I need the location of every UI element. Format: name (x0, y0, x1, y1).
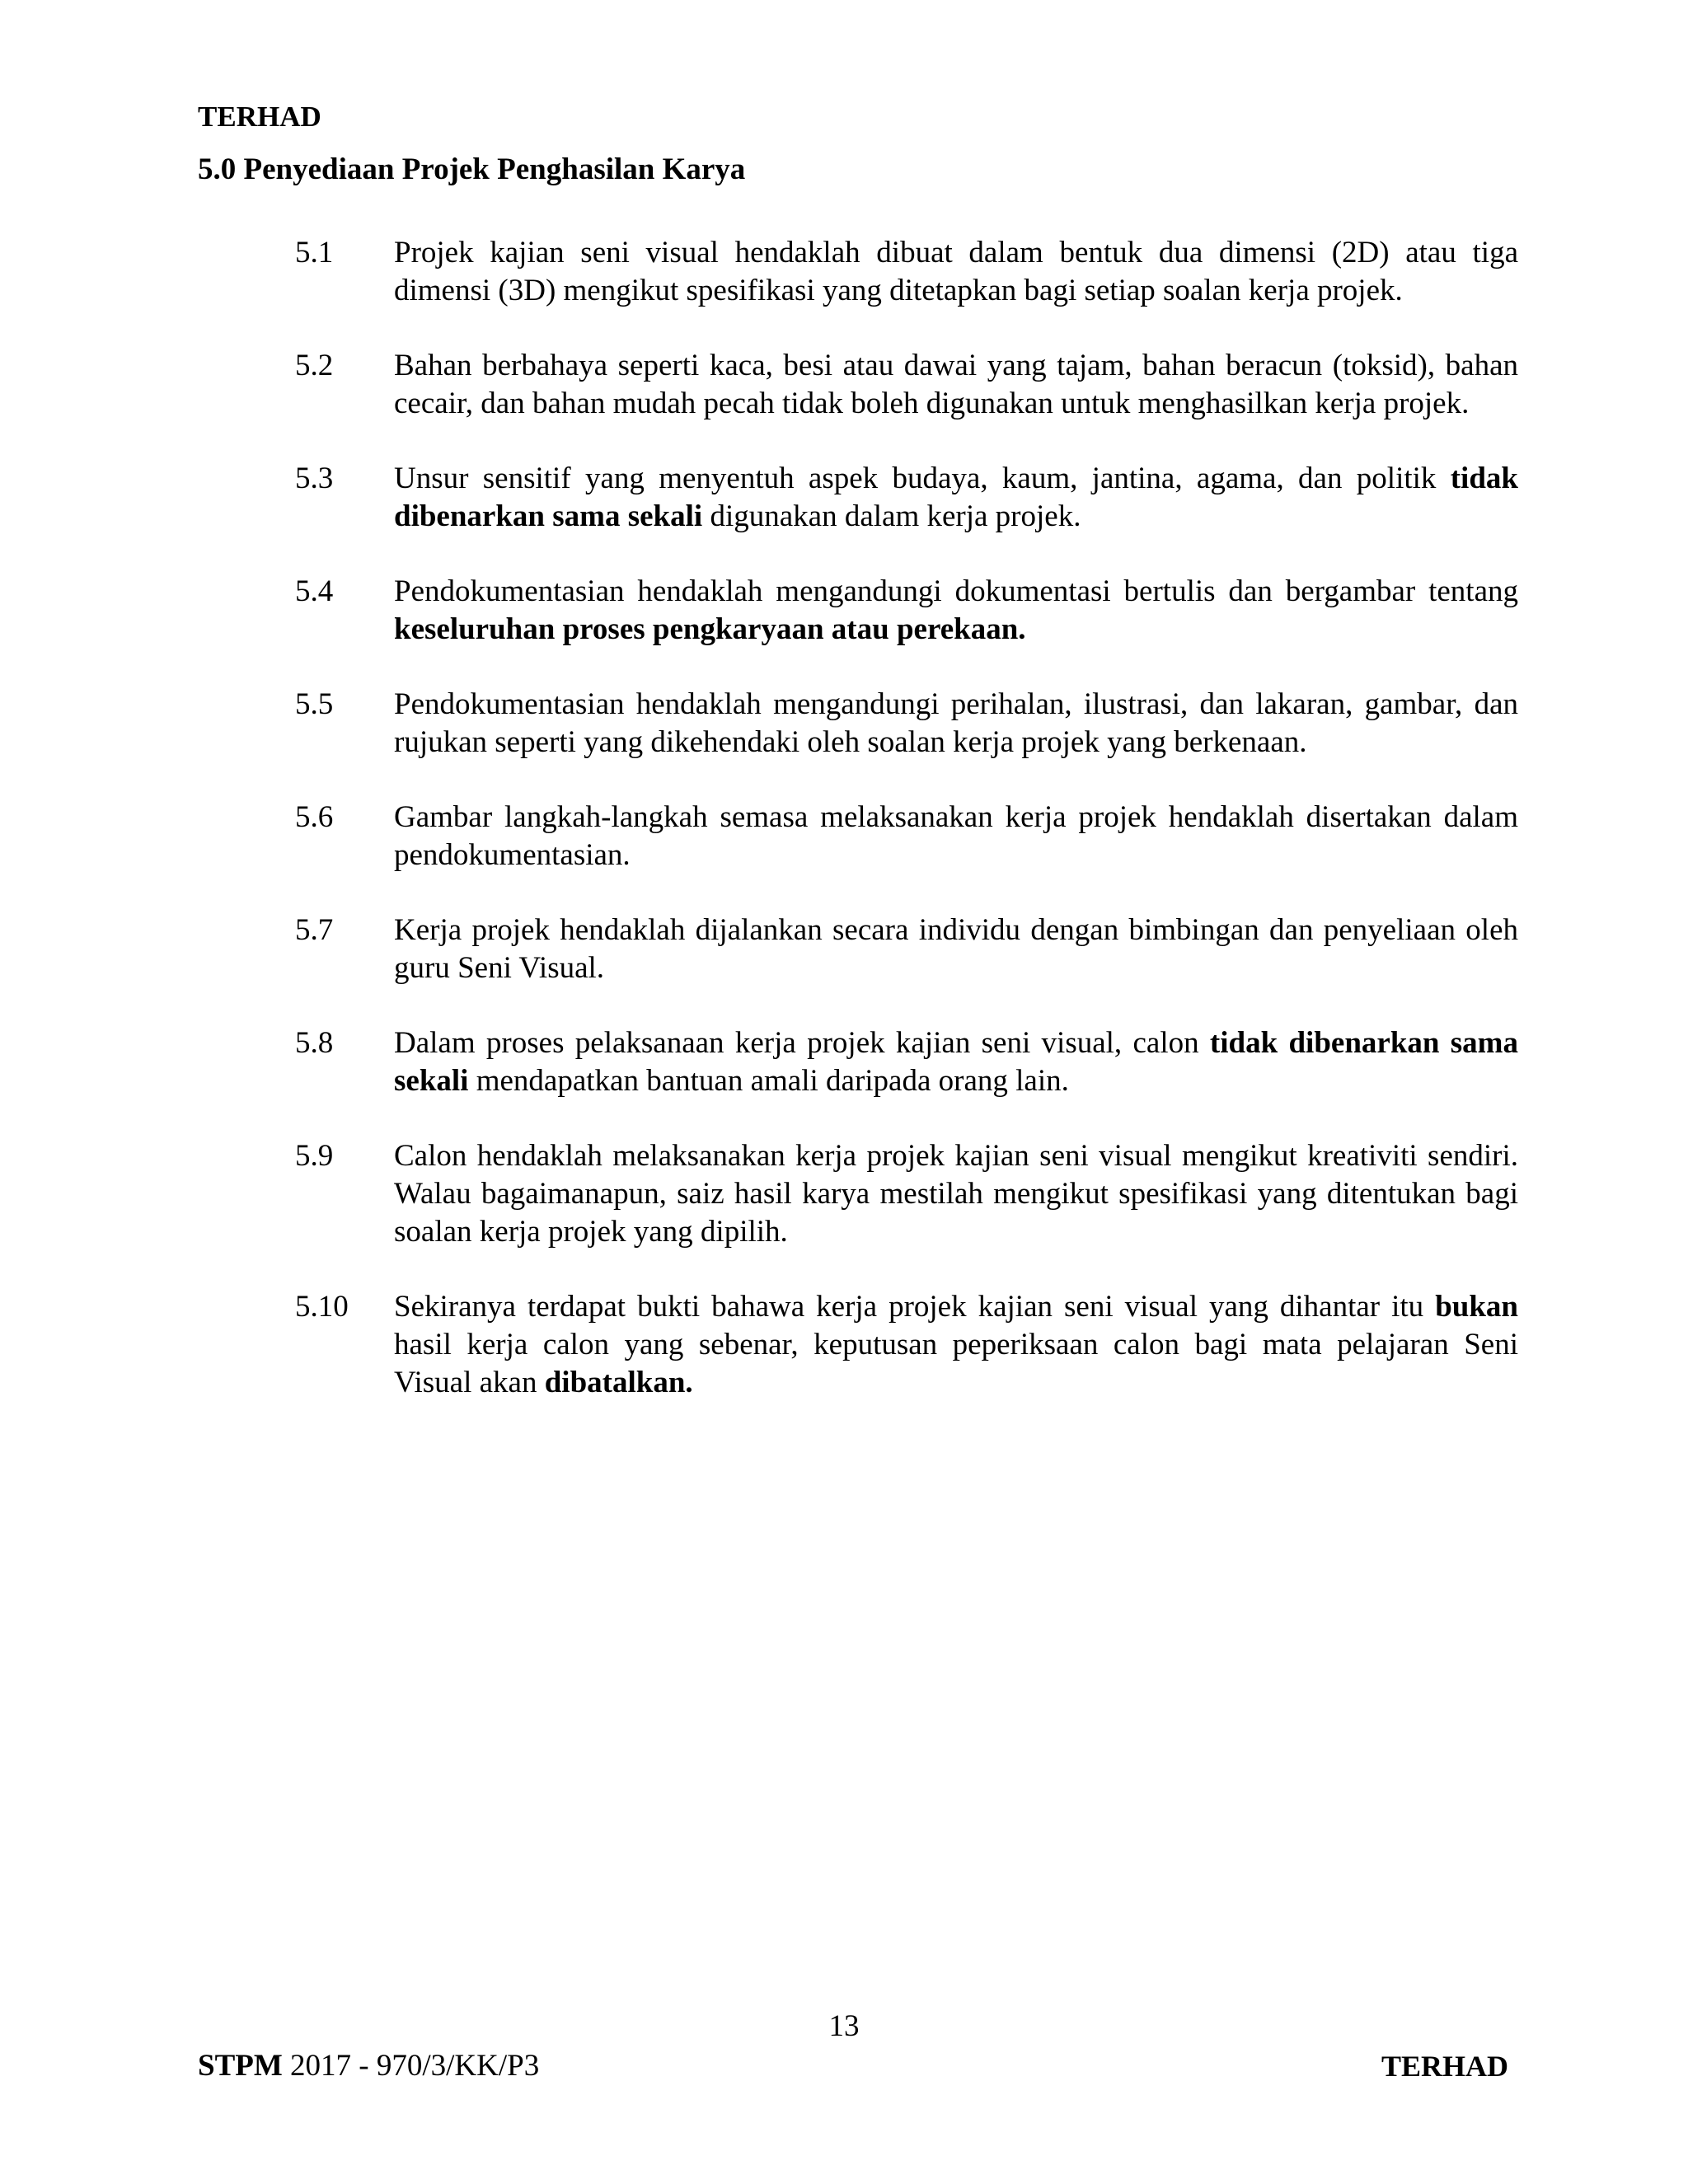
list-item (0, 573, 1688, 649)
item-number: 5.3 (295, 462, 334, 495)
item-text (394, 573, 1518, 649)
item-number: 5.8 (295, 1026, 334, 1060)
item-text-run: Calon hendaklah melaksanakan kerja projek kajian seni visual mengikut kreativiti sendiri. Walau bagaimanapun, saiz hasil karya mestilah mengikut spesifikasi yang ditentukan bagi soalan kerja projek yang dipilih. (394, 1139, 1518, 1249)
item-text-bold: dibatalkan. (544, 1366, 693, 1399)
item-text (394, 1137, 1518, 1251)
footer-exam-name: STPM (198, 2049, 283, 2083)
item-text (394, 1288, 1518, 1402)
item-number: 5.9 (295, 1139, 334, 1173)
item-text-run: Kerja projek hendaklah dijalankan secara individu dengan bimbingan dan penyeliaan oleh guru Seni Visual. (394, 913, 1518, 985)
item-text-run: Bahan berbahaya seperti kaca, besi atau dawai yang tajam, bahan beracun (toksid), bahan cecair, dan bahan mudah pecah tidak boleh digunakan untuk menghasilkan kerja projek. (394, 349, 1518, 420)
item-text-run: digunakan dalam kerja projek. (702, 499, 1081, 533)
footer-restricted-label: TERHAD (1381, 2050, 1509, 2083)
item-text-bold: bukan (1435, 1290, 1518, 1324)
item-text-run: Gambar langkah-langkah semasa melaksanakan kerja projek hendaklah disertakan dalam pendokumentasian. (394, 800, 1518, 872)
item-number: 5.2 (295, 349, 334, 382)
item-text-bold: tidak dibenarkan sama sekali (394, 462, 1518, 533)
list-item (0, 1288, 1688, 1402)
item-number: 5.7 (295, 913, 334, 947)
item-text (394, 686, 1518, 762)
item-text-run: Dalam proses pelaksanaan kerja projek kajian seni visual, calon (394, 1026, 1210, 1060)
item-text-run: Pendokumentasian hendaklah mengandungi perihalan, ilustrasi, dan lakaran, gambar, dan rujukan seperti yang dikehendaki oleh soalan kerja projek yang berkenaan. (394, 687, 1518, 759)
item-text (394, 1024, 1518, 1100)
item-text (394, 799, 1518, 874)
list-item (0, 799, 1688, 874)
list-item (0, 1137, 1688, 1251)
item-text-run: hasil kerja calon yang sebenar, keputusan peperiksaan calon bagi mata pelajaran Seni Visual akan (394, 1328, 1518, 1399)
item-text (394, 912, 1518, 987)
item-text-bold: tidak dibenarkan sama sekali (394, 1026, 1518, 1098)
item-text-run: Projek kajian seni visual hendaklah dibuat dalam bentuk dua dimensi (2D) atau tiga dimensi (3D) mengikut spesifikasi yang ditetapkan bagi setiap soalan kerja projek. (394, 236, 1518, 307)
header-restricted-label: TERHAD (198, 101, 321, 133)
item-text-run: Sekiranya terdapat bukti bahawa kerja projek kajian seni visual yang dihantar itu (394, 1290, 1436, 1324)
item-number: 5.10 (295, 1290, 349, 1324)
item-number: 5.5 (295, 687, 334, 721)
item-text (394, 347, 1518, 423)
section-title: 5.0 Penyediaan Projek Penghasilan Karya (198, 152, 746, 186)
list-item (0, 686, 1688, 762)
footer-exam-code-text: 2017 - 970/3/KK/P3 (282, 2049, 540, 2083)
item-list (0, 234, 1688, 1439)
item-number: 5.1 (295, 236, 334, 269)
item-text (394, 460, 1518, 536)
list-item (0, 1024, 1688, 1100)
list-item (0, 912, 1688, 987)
footer-exam-code (198, 2047, 539, 2085)
page-number: 13 (828, 2009, 860, 2043)
list-item (0, 347, 1688, 423)
item-text-run: Unsur sensitif yang menyentuh aspek budaya, kaum, jantina, agama, dan politik (394, 462, 1451, 495)
item-text (394, 234, 1518, 310)
item-number: 5.4 (295, 574, 334, 608)
item-text-run: mendapatkan bantuan amali daripada orang lain. (468, 1064, 1069, 1098)
list-item (0, 460, 1688, 536)
list-item (0, 234, 1688, 310)
item-text-run: Pendokumentasian hendaklah mengandungi dokumentasi bertulis dan bergambar tentang (394, 574, 1518, 608)
item-text-bold: keseluruhan proses pengkaryaan atau perekaan. (394, 612, 1026, 646)
item-number: 5.6 (295, 800, 334, 834)
